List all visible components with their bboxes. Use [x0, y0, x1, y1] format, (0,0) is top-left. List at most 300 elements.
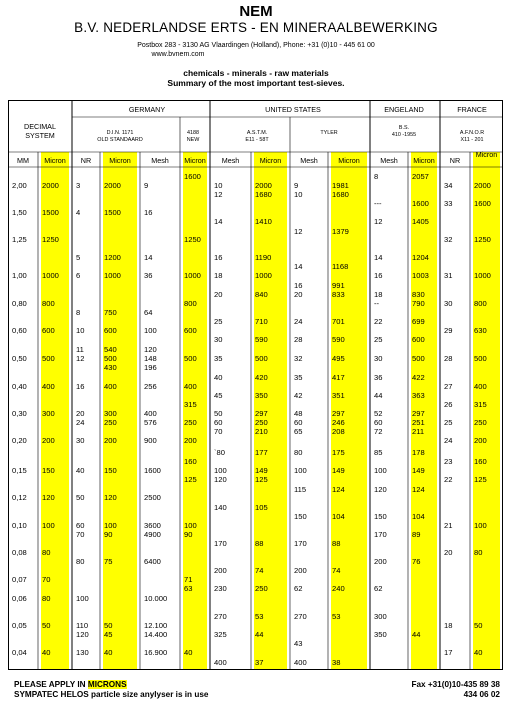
table-cell: 74 [332, 566, 341, 575]
table-cell: 32 [444, 235, 453, 244]
table-cell: 16 [374, 271, 383, 280]
table-cell: 45 [104, 630, 113, 639]
table-cell: 20 [76, 409, 85, 418]
table-cell: 900 [144, 436, 157, 445]
table-cell: 170 [294, 539, 307, 548]
table-cell: 200 [184, 436, 197, 445]
table-cell: 50 [104, 621, 113, 630]
table-cell: 75 [104, 557, 113, 566]
table-cell: 8 [374, 172, 379, 181]
table-cell: 400 [294, 658, 307, 667]
table-cell: 88 [332, 539, 341, 548]
tyler-label: TYLER [320, 130, 338, 136]
table-cell: 830 [412, 290, 425, 299]
table-cell: 1680 [332, 190, 349, 199]
column-header: Micron [184, 156, 206, 165]
table-cell: 40 [42, 648, 51, 657]
table-cell: 30 [374, 354, 383, 363]
table-cell: 70 [214, 427, 223, 436]
column-header: NR [80, 156, 92, 165]
table-cell: 3600 [144, 521, 161, 530]
table-cell: `80 [214, 448, 225, 457]
table-cell: 2500 [144, 493, 161, 502]
table-cell: 35 [214, 354, 223, 363]
table-cell: 80 [42, 594, 51, 603]
microns-highlight: MICRONS [87, 680, 127, 689]
table-cell: 297 [412, 409, 425, 418]
table-cell: 500 [412, 354, 425, 363]
table-cell: 170 [374, 530, 387, 539]
table-cell: 175 [332, 448, 345, 457]
table-cell: --- [374, 199, 382, 208]
table-cell: 1405 [412, 217, 429, 226]
table-cell: 315 [474, 400, 487, 409]
table-cell: 14 [214, 217, 223, 226]
table-cell: 400 [184, 382, 197, 391]
table-cell: 2057 [412, 172, 429, 181]
fax-number: Fax +31(0)10-435 89 38 [411, 680, 500, 689]
table-cell: 14 [144, 253, 153, 262]
table-cell: 5 [76, 253, 81, 262]
table-cell: 1200 [104, 253, 121, 262]
table-cell: 63 [184, 584, 193, 593]
column-header: Mesh [380, 156, 398, 165]
afnor-label-1: A.F.N.O.R [459, 130, 485, 136]
table-cell: 125 [255, 475, 268, 484]
apply-microns-note [14, 680, 127, 689]
table-cell: 300 [374, 612, 387, 621]
table-cell: 25 [374, 335, 383, 344]
table-cell: 500 [42, 354, 55, 363]
table-cell: 351 [332, 391, 345, 400]
table-cell: 40 [184, 648, 193, 657]
table-cell: 50 [474, 621, 483, 630]
table-cell: 65 [294, 427, 303, 436]
table-cell: 150 [374, 512, 387, 521]
table-cell: 10.000 [144, 594, 168, 603]
table-cell: 701 [332, 317, 345, 326]
table-cell: 0,12 [12, 493, 27, 502]
table-cell: 12 [214, 190, 223, 199]
table-cell: 210 [255, 427, 268, 436]
table-cell: 50 [214, 409, 223, 418]
table-cell: 14.400 [144, 630, 168, 639]
group-england: ENGELAND [384, 105, 424, 114]
table-cell: 14 [294, 262, 303, 271]
table-cell: 363 [412, 391, 425, 400]
table-cell: 325 [214, 630, 227, 639]
table-cell: 178 [412, 448, 425, 457]
column-header: Micron [259, 156, 282, 165]
table-cell: 30 [214, 335, 223, 344]
table-cell: 200 [294, 566, 307, 575]
table-cell: 350 [255, 391, 268, 400]
table-cell: 0,80 [12, 299, 27, 308]
table-cell: 90 [104, 530, 113, 539]
table-cell: 430 [104, 363, 117, 372]
table-cell: 25 [214, 317, 223, 326]
table-cell: 0,06 [12, 594, 27, 603]
table-cell: 196 [144, 363, 157, 372]
table-cell: 36 [144, 271, 153, 280]
table-cell: 991 [332, 281, 345, 290]
table-cell: 100 [294, 466, 307, 475]
table-cell: 1600 [184, 172, 201, 181]
table-cell: 23 [444, 457, 453, 466]
table-cell: 45 [214, 391, 223, 400]
table-cell: 200 [474, 436, 487, 445]
table-cell: 300 [104, 409, 117, 418]
table-cell: 12 [374, 217, 383, 226]
table-cell: 43 [294, 639, 303, 648]
table-cell: 16 [76, 382, 85, 391]
table-cell: 250 [474, 418, 487, 427]
table-cell: 1000 [42, 271, 59, 280]
table-cell: 2000 [255, 181, 272, 190]
table-cell: 14 [374, 253, 383, 262]
table-cell: 88 [255, 539, 264, 548]
table-cell: 24 [294, 317, 303, 326]
table-cell: 1000 [104, 271, 121, 280]
company-address: Postbox 283 - 3130 AG Vlaardingen (Holland), Phone: +31 (0)10 - 445 61 00 [137, 42, 375, 49]
table-cell: 600 [184, 326, 197, 335]
table-cell: 22 [444, 475, 453, 484]
table-cell: 500 [474, 354, 487, 363]
table-cell: 250 [184, 418, 197, 427]
table-cell: 20 [214, 290, 223, 299]
table-cell: 1600 [144, 466, 161, 475]
table-cell: 100 [374, 466, 387, 475]
table-cell: 105 [255, 503, 268, 512]
table-cell: 256 [144, 382, 157, 391]
table-cell: 246 [332, 418, 345, 427]
table-cell: 50 [76, 493, 85, 502]
table-cell: 31 [444, 271, 453, 280]
table-cell: 1204 [412, 253, 429, 262]
table-cell: 48 [294, 409, 303, 418]
column-header: Micron [338, 156, 360, 165]
table-cell: 71 [184, 575, 193, 584]
table-cell: 750 [104, 308, 117, 317]
table-cell: -- [374, 299, 380, 308]
table-cell: 0,20 [12, 436, 27, 445]
table-cell: 21 [444, 521, 453, 530]
column-header: Micron [413, 156, 435, 165]
table-cell: 12 [76, 354, 85, 363]
table-cell: 30 [76, 436, 85, 445]
table-cell: 422 [412, 373, 425, 382]
table-cell: 60 [76, 521, 85, 530]
table-cell: 100 [144, 326, 157, 335]
table-cell: 1500 [104, 208, 121, 217]
group-germany: GERMANY [128, 105, 166, 114]
yellow-band-col-13 [473, 152, 500, 670]
table-cell: 8 [76, 308, 81, 317]
table-cell: 200 [42, 436, 55, 445]
table-cell: 400 [104, 382, 117, 391]
table-cell: 100 [42, 521, 55, 530]
sieve-table [8, 100, 503, 670]
table-cell: 72 [374, 427, 383, 436]
table-cell: 28 [294, 335, 303, 344]
table-cell: 710 [255, 317, 268, 326]
table-cell: 27 [444, 382, 453, 391]
table-cell: 20 [444, 548, 453, 557]
table-cell: 18 [214, 271, 223, 280]
table-cell: 1168 [332, 262, 349, 271]
table-cell: 0,40 [12, 382, 27, 391]
table-cell: 160 [184, 457, 197, 466]
table-cell: 20 [294, 290, 303, 299]
phone-number: 434 06 02 [463, 690, 500, 699]
table-cell: 800 [474, 299, 487, 308]
astm-label-2: E11 - 58T [245, 137, 269, 143]
table-cell: 1,50 [12, 208, 27, 217]
table-cell: 12.100 [144, 621, 168, 630]
table-cell: 1250 [474, 235, 491, 244]
table-cell: 1410 [255, 217, 272, 226]
table-cell: 3 [76, 181, 81, 190]
table-cell: 2000 [474, 181, 491, 190]
table-cell: 2,00 [12, 181, 27, 190]
table-cell: 170 [214, 539, 227, 548]
table-cell: 1000 [474, 271, 491, 280]
tagline: chemicals - minerals - raw materials [183, 68, 329, 78]
table-cell: 800 [42, 299, 55, 308]
table-cell: 200 [104, 436, 117, 445]
table-cell: 1250 [42, 235, 59, 244]
table-cell: 4900 [144, 530, 161, 539]
table-cell: 149 [255, 466, 268, 475]
table-cell: 100 [474, 521, 487, 530]
table-cell: 230 [214, 584, 227, 593]
table-cell: 576 [144, 418, 157, 427]
table-cell: 115 [294, 485, 307, 494]
table-cell: 25 [444, 418, 453, 427]
table-cell: 104 [412, 512, 425, 521]
table-cell: 10 [76, 326, 85, 335]
table-cell: 38 [332, 658, 341, 667]
table-cell: 120 [42, 493, 55, 502]
table-cell: 124 [332, 485, 345, 494]
bs-label-2: 410 -1955 [391, 132, 417, 138]
table-cell: 16 [214, 253, 223, 262]
table-cell: 150 [42, 466, 55, 475]
table-cell: 36 [374, 373, 383, 382]
table-cell: 9 [144, 181, 149, 190]
table-cell: 110 [76, 621, 89, 630]
astm-label-1: A.S.T.M. [246, 130, 268, 136]
table-cell: 140 [214, 503, 227, 512]
group-france: FRANCE [457, 105, 487, 114]
table-cell: 100 [184, 521, 197, 530]
table-cell: 70 [76, 530, 85, 539]
table-cell: 60 [294, 418, 303, 427]
table-cell: 10 [294, 190, 303, 199]
decimal-system-label-2: SYSTEM [25, 131, 55, 140]
table-cell: 100 [76, 594, 89, 603]
table-cell: 16 [144, 208, 153, 217]
table-cell: 150 [104, 466, 117, 475]
company-website[interactable]: www.bvnem.com [151, 51, 205, 58]
table-cell: 80 [294, 448, 303, 457]
table-cell: 211 [412, 427, 425, 436]
table-cell: 18 [444, 621, 453, 630]
table-cell: 1003 [412, 271, 429, 280]
table-cell: 0,30 [12, 409, 27, 418]
table-cell: 53 [255, 612, 264, 621]
new-standard-label-1: 4188 [187, 130, 199, 136]
table-cell: 24 [76, 418, 85, 427]
table-cell: 37 [255, 658, 264, 667]
din-standard-label-2: OLD STANDAARD [97, 137, 143, 143]
table-cell: 104 [332, 512, 345, 521]
table-cell: 500 [255, 354, 268, 363]
table-cell: 9 [294, 181, 299, 190]
table-cell: 297 [332, 409, 345, 418]
table-cell: 251 [412, 418, 425, 427]
group-united-states: UNITED STATES [265, 105, 321, 114]
table-cell: 1680 [255, 190, 272, 199]
table-cell: 0,50 [12, 354, 27, 363]
table-cell: 1500 [42, 208, 59, 217]
table-cell: 50 [42, 621, 51, 630]
table-cell: 150 [294, 512, 307, 521]
table-cell: 300 [42, 409, 55, 418]
table-cell: 1981 [332, 181, 349, 190]
table-cell: 0,07 [12, 575, 27, 584]
din-standard-label-1: D.I.N. 1171 [106, 130, 134, 136]
table-cell: 500 [104, 354, 117, 363]
table-cell: 90 [184, 530, 193, 539]
table-cell: 833 [332, 290, 345, 299]
table-cell: 120 [76, 630, 89, 639]
table-cell: 1,25 [12, 235, 27, 244]
table-cell: 125 [184, 475, 197, 484]
table-cell: 52 [374, 409, 383, 418]
table-cell: 400 [42, 382, 55, 391]
table-cell: 74 [255, 566, 264, 575]
table-cell: 0,15 [12, 466, 27, 475]
table-cell: 420 [255, 373, 268, 382]
table-cell: 200 [374, 557, 387, 566]
table-cell: 44 [374, 391, 383, 400]
table-cell: 1600 [412, 199, 429, 208]
table-cell: 76 [412, 557, 421, 566]
table-cell: 1,00 [12, 271, 27, 280]
table-cell: 590 [255, 335, 268, 344]
table-cell: 149 [332, 466, 345, 475]
table-cell: 4 [76, 208, 81, 217]
table-cell: 790 [412, 299, 425, 308]
table-cell: 495 [332, 354, 345, 363]
summary-title: Summary of the most important test-sieves. [167, 78, 345, 88]
table-cell: 2000 [104, 181, 121, 190]
table-cell: 1000 [255, 271, 272, 280]
table-cell: 64 [144, 308, 153, 317]
table-cell: 400 [214, 658, 227, 667]
table-cell: 500 [184, 354, 197, 363]
table-cell: 42 [294, 391, 303, 400]
column-header: Mesh [221, 156, 240, 165]
table-cell: 24 [444, 436, 453, 445]
table-cell: 1000 [184, 271, 201, 280]
table-cell: 250 [255, 418, 268, 427]
table-cell: 35 [294, 373, 303, 382]
table-cell: 630 [474, 326, 487, 335]
table-cell: 417 [332, 373, 345, 382]
table-cell: 0,10 [12, 521, 27, 530]
table-cell: 400 [474, 382, 487, 391]
company-subtitle: B.V. NEDERLANDSE ERTS - EN MINERAALBEWERKING [74, 20, 438, 35]
table-cell: 40 [104, 648, 113, 657]
table-cell: 208 [332, 427, 345, 436]
table-cell: 100 [214, 466, 227, 475]
table-cell: 250 [104, 418, 117, 427]
table-cell: 120 [144, 345, 157, 354]
table-cell: 26 [444, 400, 453, 409]
table-cell: 0,05 [12, 621, 27, 630]
table-cell: 177 [255, 448, 268, 457]
table-cell: 600 [104, 326, 117, 335]
table-cell: 62 [294, 584, 303, 593]
company-name: NEM [239, 3, 273, 20]
table-cell: 10 [214, 181, 223, 190]
table-cell: 17 [444, 648, 453, 657]
table-cell: 80 [76, 557, 85, 566]
table-cell: 2000 [42, 181, 59, 190]
table-cell: 44 [255, 630, 264, 639]
table-cell: 125 [474, 475, 487, 484]
table-cell: 699 [412, 317, 425, 326]
table-cell: 160 [474, 457, 487, 466]
table-cell: 149 [412, 466, 425, 475]
table-cell: 270 [294, 612, 307, 621]
table-cell: 120 [374, 485, 387, 494]
table-cell: 11 [76, 345, 84, 354]
bs-label-1: B.S. [398, 125, 410, 131]
table-cell: 16 [294, 281, 303, 290]
table-cell: 840 [255, 290, 268, 299]
sympatec-note: SYMPATEC HELOS particle size anylyser is in use [14, 690, 209, 699]
table-cell: 44 [412, 630, 421, 639]
table-cell: 30 [444, 299, 453, 308]
table-cell: 70 [42, 575, 51, 584]
table-cell: 0,04 [12, 648, 27, 657]
table-cell: 540 [104, 345, 117, 354]
apply-prefix: PLEASE APPLY IN [14, 680, 88, 689]
afnor-label-2: X11 - 201 [460, 137, 484, 143]
table-cell: 60 [214, 418, 223, 427]
table-cell: 6400 [144, 557, 161, 566]
table-cell: 28 [444, 354, 453, 363]
table-cell: 1600 [474, 199, 491, 208]
table-cell: 270 [214, 612, 227, 621]
table-cell: 40 [474, 648, 483, 657]
table-cell: 590 [332, 335, 345, 344]
decimal-system-label-1: DECIMAL [24, 122, 56, 131]
table-cell: 350 [374, 630, 387, 639]
table-cell: 0,08 [12, 548, 27, 557]
table-cell: 250 [255, 584, 268, 593]
column-header: Mesh [151, 156, 169, 165]
table-cell: 124 [412, 485, 425, 494]
column-header: Mesh [300, 156, 318, 165]
column-header: Micron [109, 156, 131, 165]
table-cell: 315 [184, 400, 197, 409]
table-cell: 600 [412, 335, 425, 344]
table-cell: 60 [374, 418, 383, 427]
